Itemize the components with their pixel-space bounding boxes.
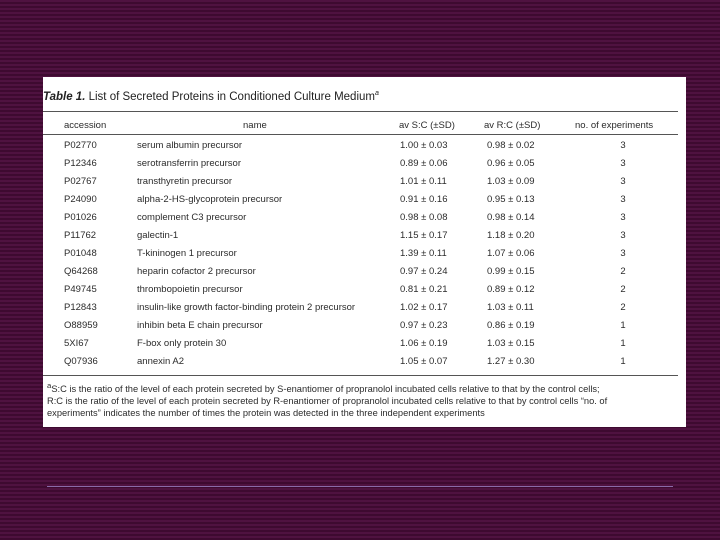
cell-accession: P12346 [64,158,97,169]
table-row [43,356,683,374]
cell-rc: 1.18 ± 0.20 [487,230,535,241]
cell-experiments: 3 [620,140,626,151]
cell-accession: P24090 [64,194,97,205]
table-row [43,140,683,158]
table-row [43,338,683,356]
cell-accession: 5XI67 [64,338,89,349]
header-experiments: no. of experiments [575,120,654,131]
header-sc: av S:C (±SD) [399,120,455,131]
cell-rc: 0.89 ± 0.12 [487,284,535,295]
cell-rc: 1.27 ± 0.30 [487,356,535,367]
cell-experiments: 1 [620,338,626,349]
cell-accession: P12843 [64,302,97,313]
table-row [43,320,683,338]
table-row [43,230,683,248]
cell-rc: 0.96 ± 0.05 [487,158,535,169]
table-row [43,248,683,266]
cell-accession: P01048 [64,248,97,259]
cell-rc: 1.07 ± 0.06 [487,248,535,259]
cell-accession: P02770 [64,140,97,151]
cell-rc: 1.03 ± 0.11 [487,302,534,313]
cell-experiments: 2 [620,302,626,313]
footnote-marker: a [47,381,52,390]
table-row [43,176,683,194]
cell-name: T-kininogen 1 precursor [137,248,237,259]
cell-rc: 1.03 ± 0.15 [487,338,535,349]
header-accession: accession [64,120,107,131]
footnote-line-3: experiments” indicates the number of times the protein was detected in the three independent experiments [47,408,485,419]
footnote-text-1: S:C is the ratio of the level of each protein secreted by S-enantiomer of propranolol incubated cells relative to that by the control cells; [51,384,600,395]
header-rc: av R:C (±SD) [484,120,541,131]
cell-rc: 0.98 ± 0.14 [487,212,535,223]
cell-experiments: 3 [620,158,626,169]
cell-sc: 0.81 ± 0.21 [400,284,448,295]
header-name: name [243,120,267,131]
cell-accession: Q64268 [64,266,98,277]
cell-accession: Q07936 [64,356,98,367]
cell-accession: P02767 [64,176,97,187]
cell-name: alpha-2-HS-glycoprotein precursor [137,194,283,205]
table-row [43,266,683,284]
table-header-row [43,120,683,138]
cell-name: complement C3 precursor [137,212,247,223]
footnote-line-1 [47,380,680,395]
cell-name: thrombopoietin precursor [137,284,243,295]
table-row [43,284,683,302]
cell-accession: P11762 [64,230,97,241]
bottom-rule [43,375,678,376]
cell-rc: 0.95 ± 0.13 [487,194,535,205]
table-row [43,194,683,212]
cell-sc: 1.15 ± 0.17 [400,230,448,241]
table-row [43,212,683,230]
cell-sc: 1.02 ± 0.17 [400,302,448,313]
cell-accession: O88959 [64,320,98,331]
cell-name: galectin-1 [137,230,179,241]
cell-sc: 0.97 ± 0.24 [400,266,448,277]
cell-rc: 0.99 ± 0.15 [487,266,535,277]
header-rule [43,134,678,135]
cell-name: insulin-like growth factor-binding protein 2 precursor [137,302,356,313]
cell-sc: 1.05 ± 0.07 [400,356,448,367]
cell-experiments: 3 [620,212,626,223]
top-rule [43,111,678,112]
cell-rc: 0.86 ± 0.19 [487,320,535,331]
cell-experiments: 3 [620,176,626,187]
caption-footnote-marker: a [374,90,379,97]
cell-sc: 0.89 ± 0.06 [400,158,448,169]
table-panel [43,77,686,427]
cell-sc: 1.06 ± 0.19 [400,338,448,349]
cell-rc: 1.03 ± 0.09 [487,176,535,187]
cell-experiments: 1 [620,320,626,331]
cell-sc: 1.39 ± 0.11 [400,248,447,259]
cell-name: transthyretin precursor [137,176,233,187]
table-caption [43,90,379,103]
footnote-line-2: R:C is the ratio of the level of each protein secreted by R-enantiomer of propranolol incubated cells relative to that by control cells “no. of [47,396,608,407]
cell-rc: 0.98 ± 0.02 [487,140,535,151]
cell-experiments: 1 [620,356,626,367]
cell-name: heparin cofactor 2 precursor [137,266,256,277]
cell-sc: 0.97 ± 0.23 [400,320,448,331]
cell-name: F-box only protein 30 [137,338,227,349]
cell-name: inhibin beta E chain precursor [137,320,263,331]
cell-sc: 0.91 ± 0.16 [400,194,448,205]
cell-accession: P01026 [64,212,97,223]
slide-divider-line [47,486,673,487]
caption-text: List of Secreted Proteins in Conditioned Culture Medium [88,90,375,103]
table-row [43,158,683,176]
cell-name: serotransferrin precursor [137,158,242,169]
cell-name: serum albumin precursor [137,140,243,151]
table-footnote [47,380,680,419]
cell-experiments: 2 [620,284,626,295]
caption-label: Table 1. [43,90,86,103]
cell-sc: 1.00 ± 0.03 [400,140,448,151]
table-row [43,302,683,320]
cell-sc: 0.98 ± 0.08 [400,212,448,223]
cell-experiments: 3 [620,194,626,205]
cell-accession: P49745 [64,284,97,295]
cell-experiments: 3 [620,230,626,241]
cell-experiments: 3 [620,248,626,259]
cell-name: annexin A2 [137,356,185,367]
cell-experiments: 2 [620,266,626,277]
cell-sc: 1.01 ± 0.11 [400,176,447,187]
